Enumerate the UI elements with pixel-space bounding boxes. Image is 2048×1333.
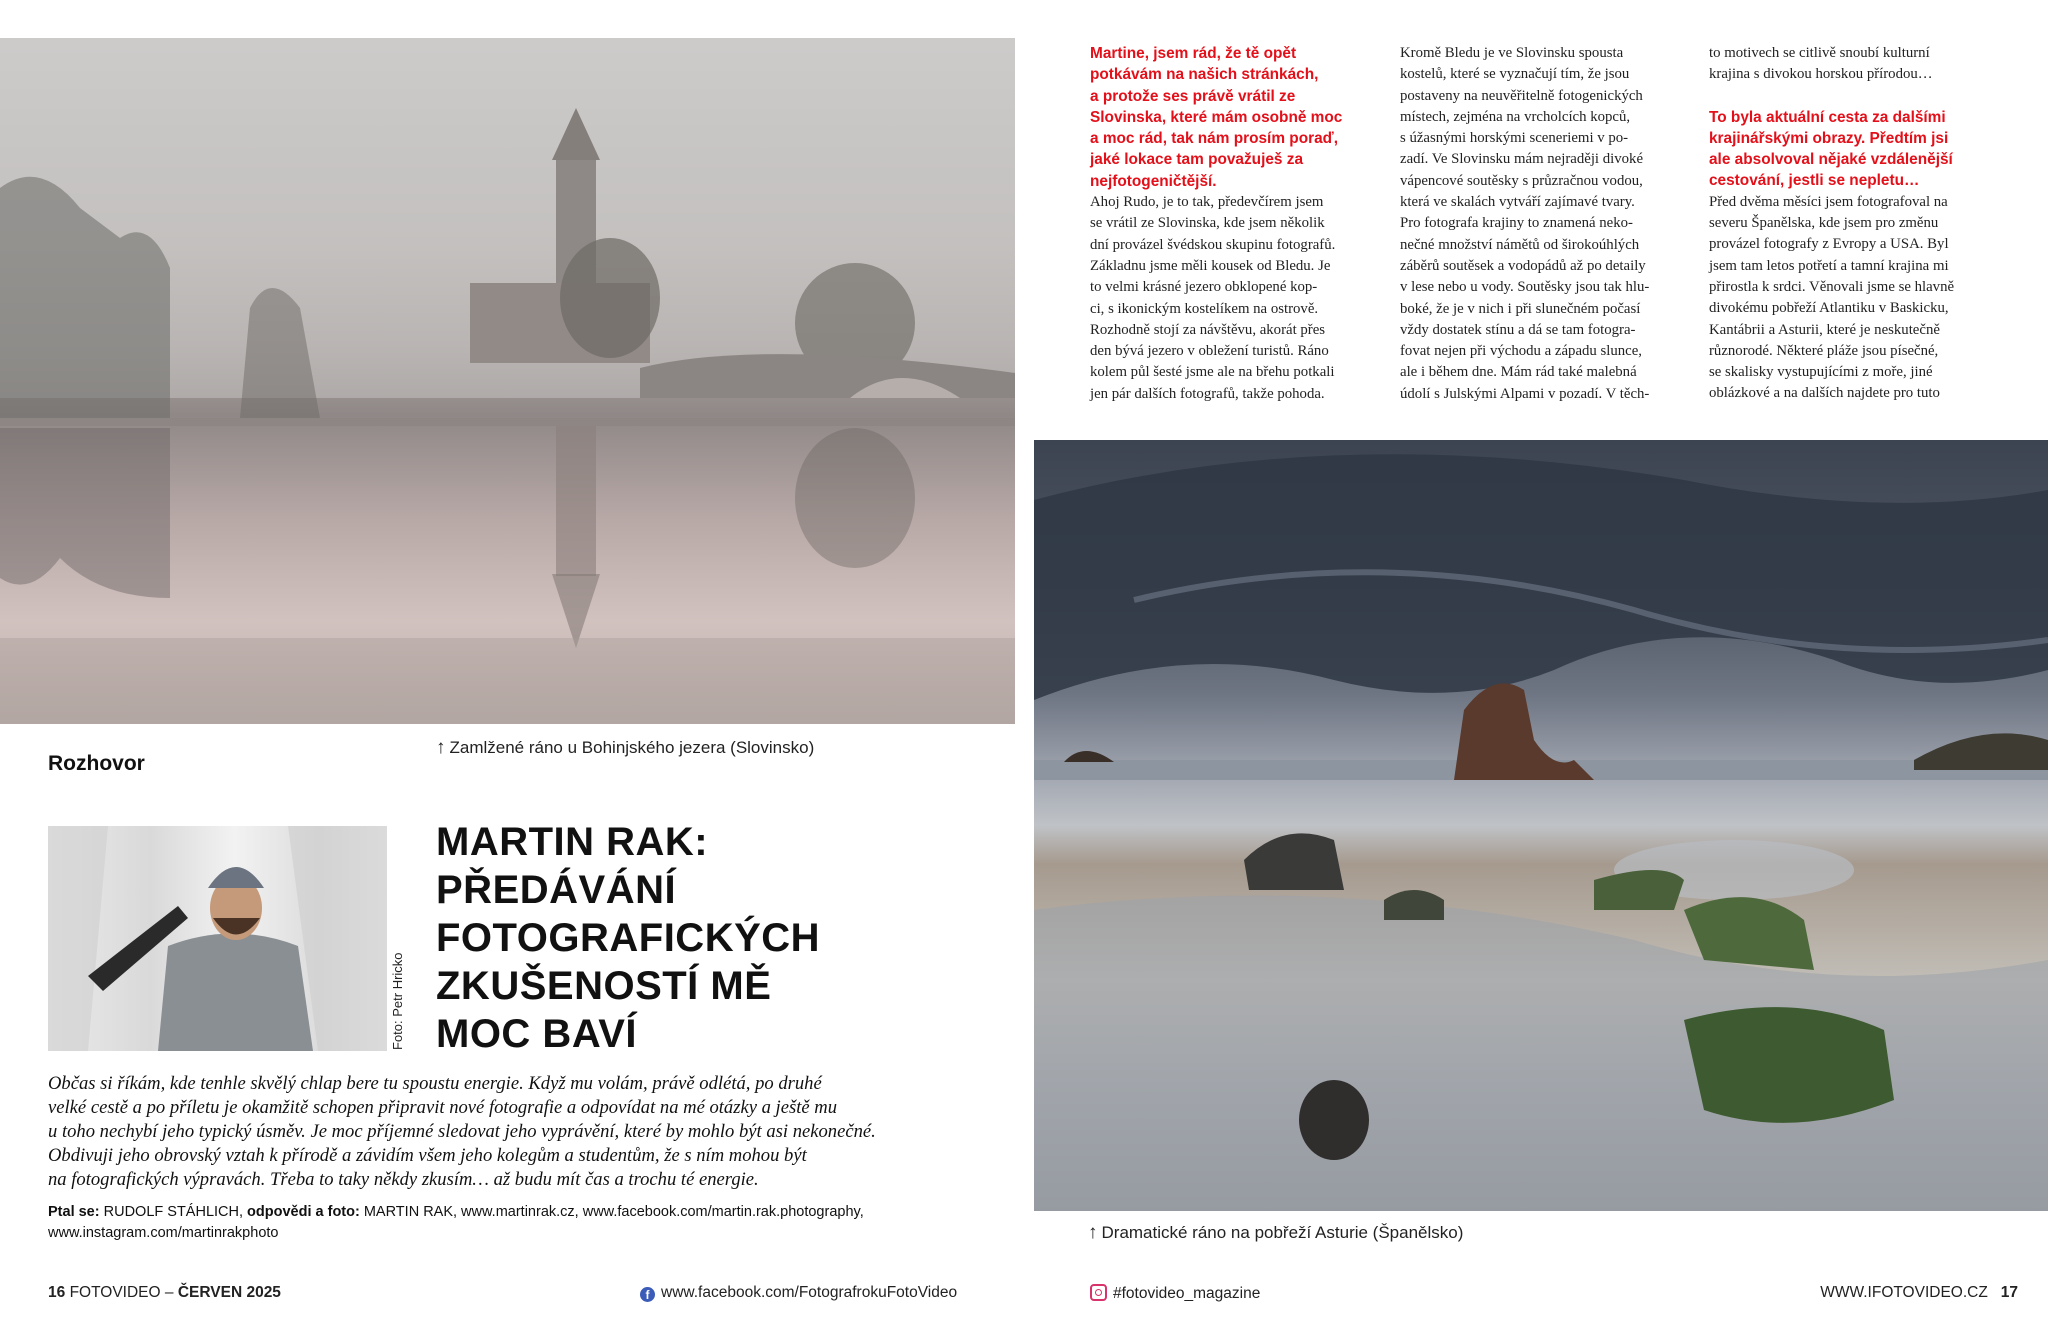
intro-line: u toho nechybí jeho typický úsměv. Je moc příjemné sledovat jeho vyprávění, které by mohlo být asi nekonečné. (48, 1121, 876, 1142)
page-number-left: 16 (48, 1284, 66, 1301)
footer-facebook-link[interactable] (640, 1284, 957, 1302)
interview-question-2: To byla aktuální cesta za dalšími krajinářskými obrazy. Předtím jsi ale absolvoval nějaké vzdálenější cestování, jestli se nepletu… (1709, 108, 1953, 190)
intro-line: na fotografických výpravách. Třeba to taky někdy zkusím… až budu mít čas a trochu té energie. (48, 1169, 759, 1190)
page-number-right: 17 (2000, 1284, 2018, 1301)
intro-line: Občas si říkám, kde tenhle skvělý chlap bere tu spoustu energie. Když mu volám, právě odlétá, po druhé (48, 1073, 822, 1094)
credits-asked-name: RUDOLF STÁHLICH, (103, 1204, 244, 1220)
headline-line: PŘEDÁVÁNÍ (436, 868, 677, 912)
photo-asturias-coast (1034, 440, 2048, 1211)
arrow-up-icon: ↑ (1088, 1222, 1098, 1243)
headline-line: ZKUŠENOSTÍ MĚ (436, 964, 772, 1008)
headline-line: FOTOGRAFICKÝCH (436, 916, 821, 960)
site-url[interactable]: WWW.IFOTOVIDEO.CZ (1820, 1284, 1988, 1301)
interview-answer-2: Před dvěma měsíci jsem fotografoval na severu Španělska, kde jsem pro změnu provázel fotografy z Evropy a USA. Byl jsem tam letos potřetí a tamní krajina mi přirostla k srdci. Věnovali jsme se hlavně divokému pobřeží Atlantiku v Baskicku, Kantábrii a Asturii, které je neskutečně různorodé. Některé pláže jsou písečné, se skalisky vystupujícími z moře, jiné oblázkové a na dalších najdete pro tuto (1709, 193, 1955, 402)
footer-left-folio: 16 FOTOVIDEO – ČERVEN 2025 (48, 1284, 281, 1301)
text-column-3 (1709, 43, 2009, 405)
intro-line: Obdivuji jeho obrovský vztah k přírodě a závidím všem jeho kolegům a studentům, že s ním mohou být (48, 1145, 807, 1166)
photo-caption-asturias (1088, 1222, 1463, 1244)
headline-line: MOC BAVÍ (436, 1012, 638, 1056)
photo-bohinj-lake (0, 38, 1015, 724)
caption-text: Zamlžené ráno u Bohinjského jezera (Slovinsko) (449, 738, 815, 757)
facebook-url[interactable]: www.facebook.com/FotografrokuFotoVideo (661, 1284, 958, 1301)
photo-portrait-martin-rak (48, 826, 387, 1051)
facebook-icon: f (640, 1287, 655, 1302)
interview-answer-1: Ahoj Rudo, je to tak, předevčírem jsem se vrátil ze Slovinska, kde jsem několik dní provázel švédskou skupinu fotografů. Základnu jsme měli kousek od Bledu. Je to velmi krásné jezero obklopené kop- ci, s ikonickým kostelíkem na ostrově. Rozhodně stojí za návštěvu, akorát přes den bývá jezero v obležení turistů. Ráno kolem půl šesté jsme ale na břehu potkali jen pár dalších fotografů, takže pohoda. (1090, 194, 1336, 402)
interview-answer-continued: to motivech se citlivě snoubí kulturní krajina s divokou horskou přírodou… (1709, 45, 1933, 83)
magazine-name: FOTOVIDEO (69, 1284, 161, 1301)
arrow-up-icon: ↑ (436, 737, 446, 758)
credits-answers-value: MARTIN RAK, www.martinrak.cz, www.facebook.com/martin.rak.photography, (363, 1204, 864, 1220)
instagram-handle[interactable]: #fotovideo_magazine (1113, 1285, 1261, 1302)
credits-answers-label: odpovědi a foto: (247, 1204, 360, 1220)
credits-instagram: www.instagram.com/martinrakphoto (48, 1225, 279, 1241)
text-column-2: Kromě Bledu je ve Slovinsku spousta kostelů, které se vyznačují tím, že jsou postaveny na neuvěřitelně fotogenických místech, zejména na vrcholcích kopců, s úžasnými horskými sceneriemi v po- zadí. Ve Slovinsku mám nejraději divoké vápencové soutěsky s průzračnou vodou, která ve skalách vytváří zajímavé tvary. Pro fotografa krajiny to znamená neko- nečné množství námětů od širokoúhlých záběrů soutěsek a vodopádů až po detaily v lese nebo u vody. Soutěsky jsou tak hlu- boké, že je v nich i při slunečném počasí vždy dostatek stínu a dá se tam fotogra- fovat nejen při východu a západu slunce, ale i během dne. Mám rád také malebná údolí s Julskými Alpami v pozadí. V těch- (1400, 45, 1650, 402)
credits-asked-label: Ptal se: (48, 1204, 100, 1220)
article-intro (48, 1072, 1008, 1192)
interview-question-1: Martine, jsem rád, že tě opět potkávám na našich stránkách, a protože ses právě vrátil ze Slovinska, které mám osobně moc a moc rád, tak nám prosím poraď, jaké lokace tam považuješ za nejfotogeničtější. (1090, 45, 1343, 190)
headline-line: MARTIN RAK: (436, 820, 709, 864)
caption-text: Dramatické ráno na pobřeží Asturie (Španělsko) (1101, 1223, 1464, 1242)
intro-line: velké cestě a po příletu je okamžitě schopen připravit nové fotografie a odpovídat na mé otázky a ještě mu (48, 1097, 838, 1118)
footer-right-folio (1820, 1284, 2018, 1302)
photo-credit-text: Foto: Petr Hricko (390, 952, 405, 1050)
article-headline (436, 818, 876, 1058)
photo-caption-bohinj (436, 737, 814, 759)
text-column-1 (1090, 43, 1390, 405)
instagram-icon (1090, 1284, 1107, 1301)
issue-date: ČERVEN 2025 (177, 1284, 281, 1301)
article-credits (48, 1202, 1008, 1244)
footer-instagram-link[interactable] (1090, 1284, 1260, 1303)
section-label: Rozhovor (48, 752, 145, 775)
